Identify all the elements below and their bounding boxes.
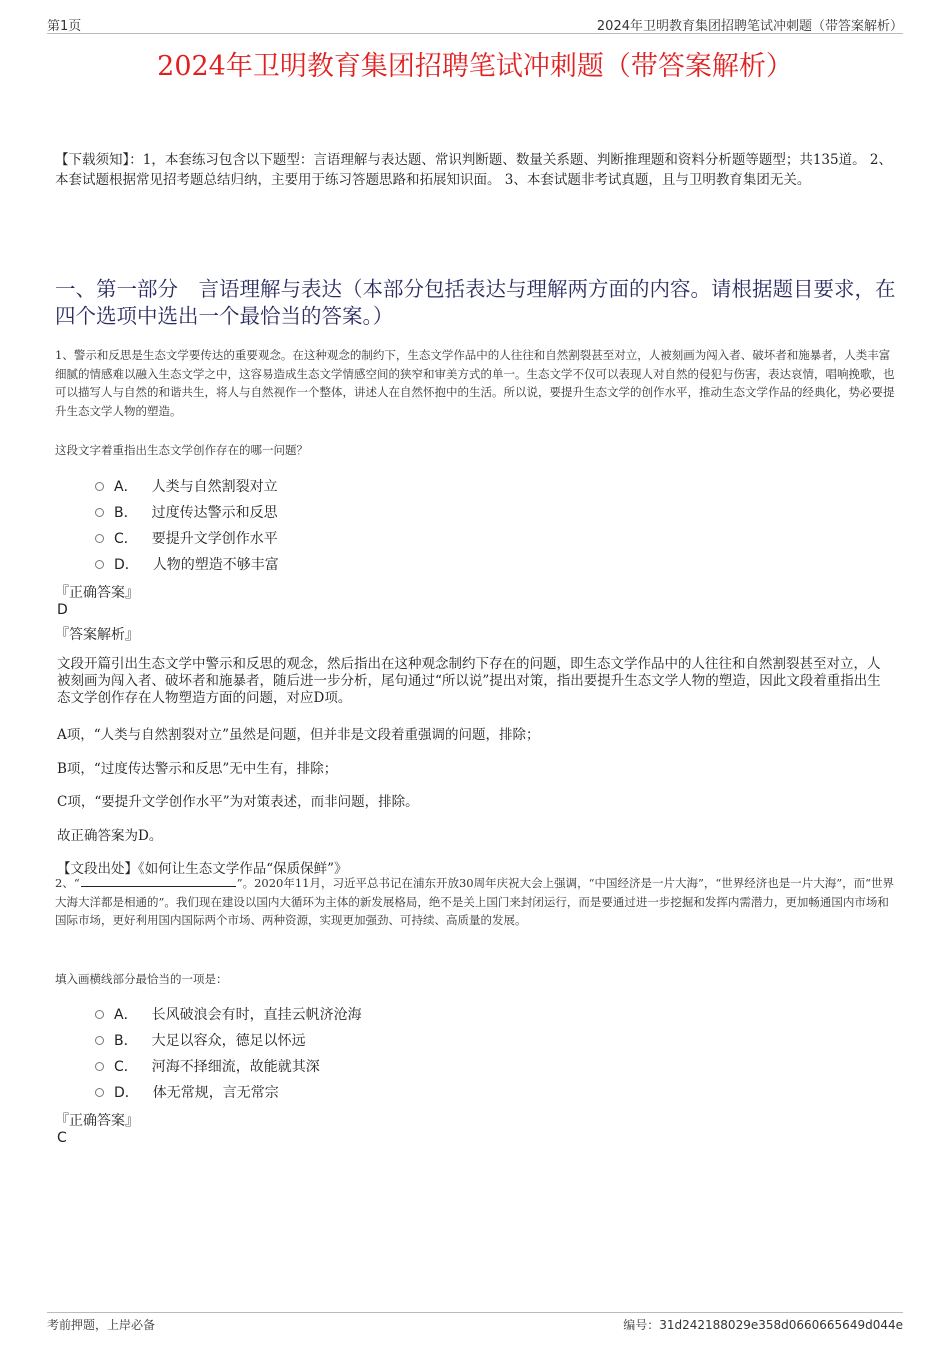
analysis-option-c: C项，“要提升文学创作水平”为对策表述，而非问题，排除。 — [57, 794, 419, 810]
question-2-option-c[interactable]: C． 河海不择细流，故能就其深 — [95, 1056, 320, 1076]
analysis-conclusion: 故正确答案为D。 — [57, 828, 163, 844]
correct-answer-value: C — [57, 1130, 67, 1146]
footer-slogan: 考前押题，上岸必备 — [47, 1318, 156, 1332]
question-1-option-d[interactable]: D． 人物的塑造不够丰富 — [95, 554, 279, 574]
question-1-prompt: 这段文字着重指出生态文学创作存在的哪一问题？ — [55, 443, 308, 457]
header-divider — [47, 33, 903, 34]
download-notice: 【下载须知】：1，本套练习包含以下题型：言语理解与表达题、常识判断题、数量关系题、判断推理题和资料分析题等题型；共135道。 2、本套试题根据常见招考题总结归纳，主要用于练习答题思路和拓展知识面。 3、本套试题非考试真题，且与卫明教育集团无关。 — [55, 152, 892, 188]
fill-in-blank — [81, 874, 236, 887]
radio-icon[interactable] — [95, 534, 104, 543]
section-heading: 一、第一部分 言语理解与表达（本部分包括表达与理解两方面的内容。请根据题目要求，在四个选项中选出一个最恰当的答案。） — [55, 277, 896, 328]
question-2-prompt: 填入画横线部分最恰当的一项是： — [55, 972, 228, 986]
radio-icon[interactable] — [95, 508, 104, 517]
document-code: 编号：31d242188029e358d0660665649d044e — [623, 1318, 903, 1332]
question-2-stem: 2、“ ”。2020年11月，习近平总书记在浦东开放30周年庆祝大会上强调，“中国经济是一片大海”，“世界经济也是一片大海”，而“世界大海大洋都是相通的”。我们现在建设以国内大循环为主体的新发展格局，绝不是关上国门来封闭运行，而是要通过进一步挖掘和发挥内需潜力，更加畅通国内市场和国际市场，更好利用国内国际两个市场、两种资源，实现更加强劲、可持续、高质量的发展。 — [55, 876, 895, 927]
document-title: 2024年卫明教育集团招聘笔试冲刺题（带答案解析） — [157, 51, 793, 82]
correct-answer-label: 『正确答案』 — [55, 585, 139, 601]
question-1-stem: 1、警示和反思是生态文学要传达的重要观念。在这种观念的制约下，生态文学作品中的人往往和自然割裂甚至对立，人被刻画为闯入者、破坏者和施暴者，人类丰富细腻的情感难以融入生态文学之中，这容易造成生态文学情感空间的狭窄和审美方式的单一。生态文学不仅可以表现人对自然的侵犯与伤害，表达哀情，唱响挽歌，也可以描写人与自然的和谐共生，将人与自然视作一个整体，讲述人在自然怀抱中的生活。所以说，要提升生态文学的创作水平，推动生态文学作品的经典化，势必要提升生态文学人物的塑造。 — [55, 348, 895, 418]
running-header-title: 2024年卫明教育集团招聘笔试冲刺题（带答案解析） — [596, 19, 903, 34]
question-2-option-a[interactable]: A． 长风破浪会有时，直挂云帆济沧海 — [95, 1004, 362, 1024]
correct-answer-value: D — [57, 602, 68, 618]
question-1-option-a[interactable]: A． 人类与自然割裂对立 — [95, 476, 278, 496]
passage-source: 【文段出处】《如何让生态文学作品“保质保鲜”》 — [57, 861, 348, 877]
question-2-option-b[interactable]: B． 大足以容众，德足以怀远 — [95, 1030, 306, 1050]
radio-icon[interactable] — [95, 1036, 104, 1045]
page-number: 第1页 — [47, 19, 82, 34]
radio-icon[interactable] — [95, 1088, 104, 1097]
question-1-option-c[interactable]: C． 要提升文学创作水平 — [95, 528, 278, 548]
radio-icon[interactable] — [95, 1010, 104, 1019]
radio-icon[interactable] — [95, 1062, 104, 1071]
analysis-paragraph: 文段开篇引出生态文学中警示和反思的观念，然后指出在这种观念制约下存在的问题，即生态文学作品中的人往往和自然割裂甚至对立，人被刻画为闯入者、破坏者和施暴者，随后进一步分析，尾句通过“所以说”提出对策，指出要提升生态文学人物的塑造，因此文段着重指出生态文学创作存在人物塑造方面的问题，对应D项。 — [57, 656, 881, 706]
question-2-option-d[interactable]: D． 体无常规，言无常宗 — [95, 1082, 279, 1102]
radio-icon[interactable] — [95, 482, 104, 491]
analysis-option-a: A项，“人类与自然割裂对立”虽然是问题，但并非是文段着重强调的问题，排除； — [57, 727, 540, 743]
footer-divider — [47, 1312, 903, 1313]
correct-answer-label: 『正确答案』 — [55, 1113, 139, 1129]
analysis-label: 『答案解析』 — [55, 627, 139, 643]
analysis-option-b: B项，“过度传达警示和反思”无中生有，排除； — [57, 761, 338, 777]
question-1-option-b[interactable]: B． 过度传达警示和反思 — [95, 502, 278, 522]
radio-icon[interactable] — [95, 560, 104, 569]
